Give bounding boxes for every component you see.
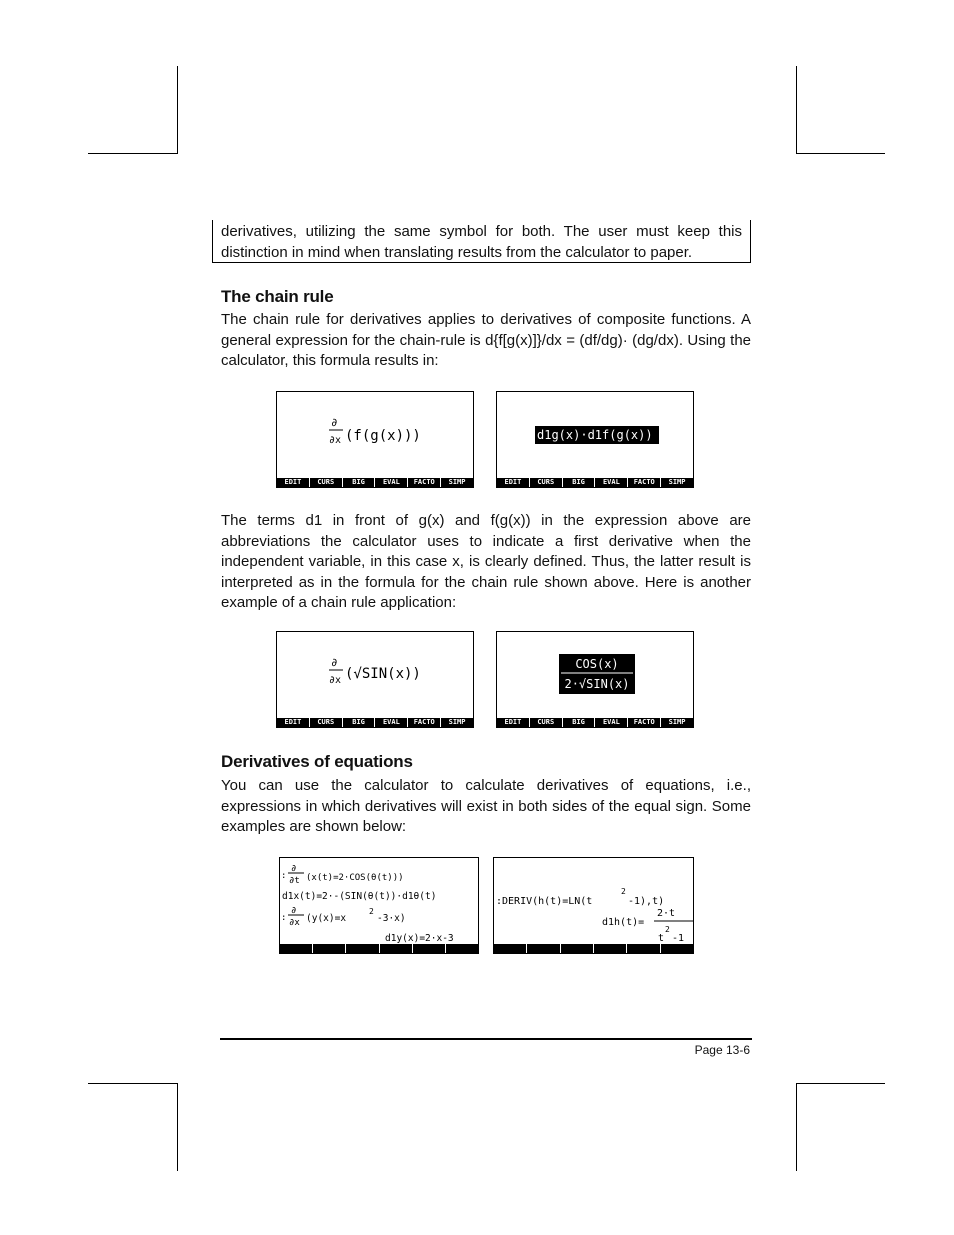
softkey-blank[interactable] <box>627 944 660 953</box>
softkey-eval[interactable]: EVAL <box>595 478 628 487</box>
result-denominator: t <box>658 933 665 944</box>
svg-text::: : <box>281 913 287 923</box>
softkey-big[interactable]: BIG <box>343 478 376 487</box>
partial-symbol: ∂ <box>331 656 338 669</box>
softkey-bar <box>494 944 693 953</box>
frac-top: ∂ <box>291 906 297 916</box>
crop-mark <box>177 66 178 154</box>
softkey-bar <box>497 478 693 487</box>
note-box <box>212 220 751 263</box>
chain-rule-intro: The chain rule for derivatives applies to derivatives of composite functions. A general expression for the chain-rule is d{f[g(x)]}/dx = (df/dg)· (dg/dx). Using the calculator, this formula results in: <box>221 311 751 369</box>
result-denominator-tail: -1 <box>672 933 685 944</box>
page-number: Page 13-6 <box>694 1043 750 1057</box>
softkey-blank[interactable] <box>527 944 560 953</box>
calculator-screen-4 <box>496 631 694 728</box>
stack-line-4: d1y(x)=2·x-3 <box>385 933 454 944</box>
softkey-curs[interactable]: CURS <box>310 718 343 727</box>
partial-symbol: ∂ <box>331 416 338 429</box>
softkey-blank[interactable] <box>346 944 379 953</box>
crop-mark <box>796 1083 797 1171</box>
calculator-screen-5 <box>279 857 479 954</box>
softkey-bar <box>277 478 473 487</box>
calculator-screen-6 <box>493 857 694 954</box>
softkey-bar <box>280 944 478 953</box>
softkey-simp[interactable]: SIMP <box>668 718 686 726</box>
screen-5-display <box>280 858 479 946</box>
softkey-edit[interactable]: EDIT <box>277 718 310 727</box>
softkey-blank[interactable] <box>661 944 693 953</box>
softkey-facto[interactable]: FACTO <box>408 718 441 727</box>
stack-line-1: :DERIV(h(t)=LN(t <box>496 896 593 907</box>
softkey-blank[interactable] <box>380 944 413 953</box>
softkey-simp[interactable]: SIMP <box>448 718 466 726</box>
softkey-simp[interactable]: SIMP <box>448 478 466 486</box>
svg-text::: : <box>281 871 287 881</box>
crop-mark <box>797 1083 885 1084</box>
softkey-big[interactable]: BIG <box>343 718 376 727</box>
screen-4-display <box>497 632 694 720</box>
exponent: 2 <box>621 887 626 896</box>
stack-line-1: (x(t)=2·COS(θ(t))) <box>306 873 404 883</box>
softkey-blank[interactable] <box>280 944 313 953</box>
fraction-numerator: COS(x) <box>575 657 619 671</box>
exponent: 2 <box>369 907 374 916</box>
frac-bottom: ∂t <box>289 876 300 886</box>
dx-symbol: ∂x <box>329 675 342 686</box>
crop-mark <box>797 153 885 154</box>
calculator-screen-1 <box>276 391 474 488</box>
softkey-facto[interactable]: FACTO <box>408 478 441 487</box>
softkey-edit[interactable]: EDIT <box>277 478 310 487</box>
screen-1-display <box>277 392 474 480</box>
exponent: 2 <box>665 925 670 934</box>
frac-top: ∂ <box>291 864 297 874</box>
crop-mark <box>796 66 797 154</box>
section-heading-derivatives-of-equations: Derivatives of equations <box>221 752 413 771</box>
softkey-bar <box>277 718 473 727</box>
note-text: derivatives, utilizing the same symbol for both. The user must keep this distinction in mind when translating results from the calculator to paper. <box>221 223 742 261</box>
stack-line-3: (y(x)=x <box>306 913 347 924</box>
softkey-eval[interactable]: EVAL <box>375 718 408 727</box>
softkey-facto[interactable]: FACTO <box>628 478 661 487</box>
stack-line-1-tail: -1),t) <box>628 896 665 907</box>
crop-mark <box>88 153 177 154</box>
softkey-curs[interactable]: CURS <box>530 718 563 727</box>
softkey-blank[interactable] <box>494 944 527 953</box>
derivative-expression: (√SIN(x)) <box>345 666 421 682</box>
crop-mark <box>88 1083 177 1084</box>
section-heading-chain-rule: The chain rule <box>221 287 334 306</box>
footer-rule <box>220 1038 752 1040</box>
softkey-blank[interactable] <box>413 944 446 953</box>
softkey-blank[interactable] <box>446 944 478 953</box>
frac-bottom: ∂x <box>289 918 300 928</box>
softkey-simp[interactable]: SIMP <box>668 478 686 486</box>
calculator-screen-3 <box>276 631 474 728</box>
screen-3-display <box>277 632 474 720</box>
softkey-edit[interactable]: EDIT <box>497 718 530 727</box>
crop-mark <box>177 1083 178 1171</box>
calculator-screen-2 <box>496 391 694 488</box>
stack-line-3-tail: -3·x) <box>377 913 406 924</box>
softkey-eval[interactable]: EVAL <box>375 478 408 487</box>
screen-6-display <box>494 858 694 946</box>
stack-line-2: d1x(t)=2·-(SIN(θ(t))·d1θ(t) <box>282 891 437 902</box>
fraction-denominator: 2·√SIN(x) <box>564 677 630 691</box>
dx-symbol: ∂x <box>329 435 342 446</box>
screen-2-display <box>497 392 694 480</box>
softkey-blank[interactable] <box>594 944 627 953</box>
softkey-big[interactable]: BIG <box>563 478 596 487</box>
softkey-facto[interactable]: FACTO <box>628 718 661 727</box>
softkey-blank[interactable] <box>313 944 346 953</box>
result-numerator: 2·t <box>656 908 676 919</box>
softkey-curs[interactable]: CURS <box>530 478 563 487</box>
chain-rule-result: d1g(x)·d1f(g(x)) <box>537 428 653 442</box>
softkey-edit[interactable]: EDIT <box>497 478 530 487</box>
derivative-expression: (f(g(x))) <box>345 428 421 444</box>
softkey-curs[interactable]: CURS <box>310 478 343 487</box>
derivatives-of-equations-intro: You can use the calculator to calculate derivatives of equations, i.e., expressions in which derivatives will exist in both sides of the equal sign. Some examples are shown below: <box>221 777 751 835</box>
softkey-blank[interactable] <box>561 944 594 953</box>
softkey-big[interactable]: BIG <box>563 718 596 727</box>
softkey-bar <box>497 718 693 727</box>
chain-rule-explanation: The terms d1 in front of g(x) and f(g(x)) in the expression above are abbreviations the calculator uses to indicate a first derivative when the independent variable, in this case x, is clearly defined. Thus, the latter result is interpreted as in the formula for the chain rule shown above. Here is another example of a chain rule application: <box>221 512 751 611</box>
result-lhs: d1h(t)= <box>602 917 645 928</box>
softkey-eval[interactable]: EVAL <box>595 718 628 727</box>
